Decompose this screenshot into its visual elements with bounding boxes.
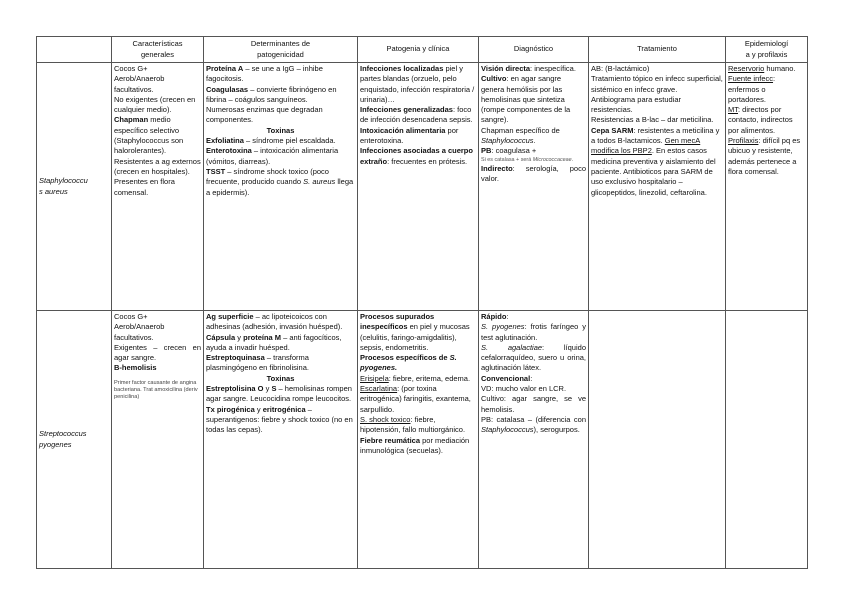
text-line: Cultivo: agar sangre, se ve hemolisis.	[481, 394, 586, 414]
bold-term: eritrogénica	[262, 404, 306, 414]
strep-row	[37, 311, 808, 569]
text: : en agar sangre genera hemólisis por las hemolisinas que sintetiza (rompe componentes de la sangre).	[481, 74, 571, 125]
text: : frecuentes en prótesis.	[387, 156, 468, 166]
text-line	[206, 64, 355, 85]
text: por mediación inmunológica (secuelas).	[360, 435, 470, 455]
text-line	[591, 126, 723, 198]
text-line	[360, 146, 476, 167]
text: ), serogurpos.	[533, 425, 580, 435]
text: : directos por contacto, indirectos por alimentos.	[728, 105, 793, 135]
text-line	[481, 343, 586, 374]
text: – se une a IgG – inhibe fagocitosis.	[206, 64, 323, 84]
small-note	[481, 157, 586, 164]
subheading-toxinas: Toxinas	[266, 125, 295, 135]
organism-name: pyogenes	[39, 439, 72, 449]
text: por enterotoxina.	[360, 125, 459, 146]
bold-term: TSST	[206, 166, 226, 176]
text-line	[481, 322, 586, 343]
text-line	[481, 415, 586, 436]
text-line	[206, 136, 355, 146]
text: piel y partes blandas (orzuelo, pelo enquistado, infección respiratoria / urinaria)…	[360, 64, 475, 104]
text: y	[235, 332, 244, 342]
header-patogenia: Patogenia y clínica	[358, 37, 479, 63]
bold-term: Convencional	[481, 373, 531, 383]
text-line	[360, 353, 476, 374]
underlined-term: MT	[728, 105, 738, 115]
organism-name: Staphylococcu	[39, 176, 88, 186]
staph-epidemiology	[726, 63, 808, 311]
text-line	[360, 312, 476, 353]
bold-term: Fiebre reumática	[360, 435, 421, 445]
header-text: patogenicidad	[257, 49, 304, 59]
text: Si es catalasa + será	[481, 156, 533, 163]
text: : foco de infección desencadena sepsis.	[360, 105, 473, 125]
text-line: No exigentes (crecen en cualquier medio).	[114, 94, 196, 115]
text-line	[360, 64, 476, 105]
header-empty	[37, 37, 112, 63]
text: medio específico selectivo (Staphylococcus son halorolerantes).	[114, 115, 184, 156]
header-text: Determinantes de	[250, 39, 311, 49]
text-line	[481, 74, 586, 125]
text-line	[206, 146, 355, 167]
text: – convierte fibrinógeno en fibrina – coágulos sanguíneos.	[206, 84, 337, 104]
header-text: generales	[141, 49, 174, 59]
text: : inespecífica.	[530, 64, 576, 73]
staph-diagnosis	[479, 63, 589, 311]
subheading-toxinas: Toxinas	[266, 373, 295, 383]
staph-treatment	[589, 63, 726, 311]
microbiology-table	[36, 36, 808, 569]
text: Chapman específico de	[481, 125, 560, 135]
bold-term: Estreptoquinasa	[206, 353, 265, 363]
text: y	[263, 384, 272, 394]
strep-epidemiology	[726, 311, 808, 569]
header-epidemiologia	[726, 37, 808, 63]
text-line: Antibiograma para estudiar resistencias.	[591, 94, 682, 115]
text-line: Aerob/Anaerob facultativos.	[114, 74, 165, 94]
text-line	[360, 415, 476, 436]
text: . En estos casos medicina preventiva y aislamiento del paciente. Antibioticos para SARM de uso exclusivo hospitalario – glicopeptidos, linezolid, ceftarolina.	[591, 146, 716, 197]
bold-term: Cápsula	[206, 332, 236, 342]
underlined-term: Erisipela	[360, 373, 389, 383]
text: humano.	[764, 64, 796, 73]
text: :	[530, 373, 533, 383]
text-line: Resistentes a ag externos (crecen en hospitales).	[114, 156, 201, 176]
bold-term: Visión directa	[481, 64, 531, 73]
text: :	[506, 312, 509, 321]
bold-term: PB	[481, 146, 492, 156]
text-line	[206, 85, 355, 106]
text-line	[206, 384, 355, 405]
bold-term: proteína M	[243, 332, 282, 342]
staph-pathogenesis	[358, 63, 479, 311]
text-line	[360, 384, 476, 415]
bold-term: Cepa SARM	[591, 125, 634, 135]
staph-row	[37, 63, 808, 311]
text-line	[481, 312, 586, 322]
text-line	[728, 74, 805, 105]
text-line	[481, 164, 586, 185]
strep-diagnosis	[479, 311, 589, 569]
bold-term: Exfoliatina	[206, 136, 244, 146]
strep-general	[112, 311, 204, 569]
bold-term: Rápido	[481, 312, 507, 321]
text: en piel y mucosas (celulitis, faringo-amigdalitis), sepsis, endometritis.	[360, 322, 470, 352]
text: : difícil pq es ubicuo y resistente, además pertenece a flora comensal.	[728, 136, 801, 176]
strep-pathogenesis	[358, 311, 479, 569]
text-line	[481, 374, 586, 384]
header-caracteristicas	[112, 37, 204, 63]
bold-term: Enterotoxina	[206, 146, 252, 156]
header-text: a y profilaxis	[745, 49, 788, 59]
text-line	[114, 115, 201, 156]
text: llega a epidermis).	[206, 177, 354, 197]
text-line: Aerob/Anaerob facultativos.	[114, 322, 165, 342]
bold-term: Proteína A	[206, 64, 244, 73]
bold-term: Intoxicación alimentaria	[360, 125, 446, 135]
underlined-term: Gen mecA modifica los PBP2	[591, 136, 701, 156]
header-diagnostico: Diagnóstico	[479, 37, 589, 63]
text-line	[206, 353, 355, 374]
text: – hemolisinas rompen agar sangre. Leucocidina rompe leucocitos.	[206, 384, 352, 404]
text: : serología, poco valor.	[481, 163, 586, 183]
text-line: Cocos G+	[114, 64, 148, 73]
text: : coagulasa +	[491, 146, 537, 156]
text-line	[481, 64, 586, 74]
bold-term: Procesos específicos de	[360, 353, 450, 363]
organism-staph	[37, 63, 112, 311]
staph-determinants	[204, 63, 358, 311]
underlined-term: Profilaxis	[728, 136, 759, 146]
header-determinantes	[204, 37, 358, 63]
bold-term: Indirecto	[481, 163, 513, 173]
text: : fiebre, eritema, edema.	[388, 373, 471, 383]
underlined-term: Fuente infecc	[728, 74, 774, 84]
text: – transforma plasmingógeno en fibrinolisina.	[206, 353, 309, 373]
header-text: Epidemiologí	[744, 39, 789, 49]
italic-term: S. aureus	[303, 177, 336, 187]
underlined-term: S. shock toxico	[360, 414, 411, 424]
bold-term: S	[271, 384, 277, 394]
bold-term: Coagulasas	[206, 84, 249, 94]
text: : frotis faríngeo y test aglutinación.	[481, 322, 586, 342]
text-line	[206, 167, 355, 198]
text: – superantigenos: fiebre y shock toxico (no en todas las cepas).	[206, 404, 353, 435]
text: : (por toxina eritrogénica) faringitis, exantema, sarpullido.	[360, 384, 471, 414]
bold-term: Cultivo	[481, 74, 507, 84]
text: : enfermos o portadores.	[728, 74, 776, 104]
text-line	[360, 436, 476, 457]
text: – síndrome shock toxico (poco frecuente, producido cuando	[206, 166, 329, 187]
text: – intoxicación alimentaria (vómitos, diarreas).	[206, 146, 339, 166]
text: PB: catalasa – (diferencia con	[481, 414, 586, 424]
text-line	[728, 105, 805, 136]
underlined-term: Escarlatina	[360, 384, 398, 394]
header-tratamiento: Tratamiento	[589, 37, 726, 63]
italic-term: S. agalactiae	[481, 342, 543, 352]
text-line: Resistencias a B-lac – dar meticilina.	[591, 115, 714, 125]
staph-general	[112, 63, 204, 311]
text-line	[360, 374, 476, 384]
text: y	[254, 404, 263, 414]
italic-term: S. pyogenes	[481, 322, 525, 332]
text: : líquido cefalorraquídeo, suero u orina, aglutinación látex.	[481, 342, 586, 373]
text-line	[360, 126, 476, 147]
text-line	[728, 64, 805, 74]
organism-strep	[37, 311, 112, 569]
text-line	[481, 126, 586, 147]
text-line	[206, 405, 355, 436]
text: .	[571, 156, 574, 163]
text: – ac lipoteicoicos con adhesinas (adhesión, invasión huésped).	[206, 312, 343, 332]
text-line	[206, 312, 355, 333]
text: .	[533, 136, 536, 146]
bold-italic-term: S. pyogenes.	[360, 353, 457, 373]
bold-term: B-hemolisis	[114, 363, 157, 373]
text: : resistentes a meticilina y a todos B-lactamicos.	[591, 125, 720, 146]
italic-term: Micrococcaceae	[532, 156, 572, 163]
header-row	[37, 37, 808, 63]
italic-term: Staphylococcus	[481, 136, 534, 146]
text-line	[206, 333, 355, 354]
text-line: Tratamiento tópico en infecc superficial, sistémico en infecc grave.	[591, 74, 723, 94]
strep-determinants	[204, 311, 358, 569]
text-line: Cocos G+	[114, 312, 148, 321]
bold-term: Infecciones localizadas	[360, 64, 444, 73]
underlined-term: Reservorio	[728, 64, 765, 73]
organism-name: s aureus	[39, 186, 68, 196]
text: – síndrome piel escaldada.	[243, 136, 336, 146]
bold-term: Infecciones asociadas a cuerpo extraño	[360, 146, 473, 166]
italic-term: Staphylococcus	[481, 425, 534, 435]
text-line	[360, 105, 476, 126]
bold-term: Infecciones generalizadas	[360, 105, 453, 115]
bold-term: Ag superficie	[206, 312, 254, 321]
text: – anti fagocíticos, ayuda a invadir huésped.	[206, 332, 342, 352]
bold-term: Tx pirogénica	[206, 404, 255, 414]
organism-name: Streptococcus	[39, 429, 87, 439]
text-line: Exigentes – crecen en agar sangre.	[114, 342, 201, 363]
bold-term: Estreptolisina O	[206, 384, 264, 394]
small-note: Primer factor causante de angina bacteriana. Trat amoxicilina (deriv penicilina)	[114, 379, 198, 400]
text-line: AB: (B-lactámico)	[591, 64, 650, 73]
text-line	[481, 146, 586, 156]
text-line: Numerosas enzimas que degradan componentes.	[206, 105, 323, 125]
text: : fiebre, hipotensión, fallo multiorgánico.	[360, 414, 466, 435]
text-line: Presentes en flora comensal.	[114, 177, 175, 197]
text-line: VD: mucho valor en LCR.	[481, 384, 567, 394]
header-text: Características	[132, 39, 183, 49]
bold-term: Procesos supurados inespecíficos	[360, 312, 435, 332]
strep-treatment	[589, 311, 726, 569]
bold-term: Chapman	[114, 115, 149, 125]
text-line	[728, 136, 805, 177]
